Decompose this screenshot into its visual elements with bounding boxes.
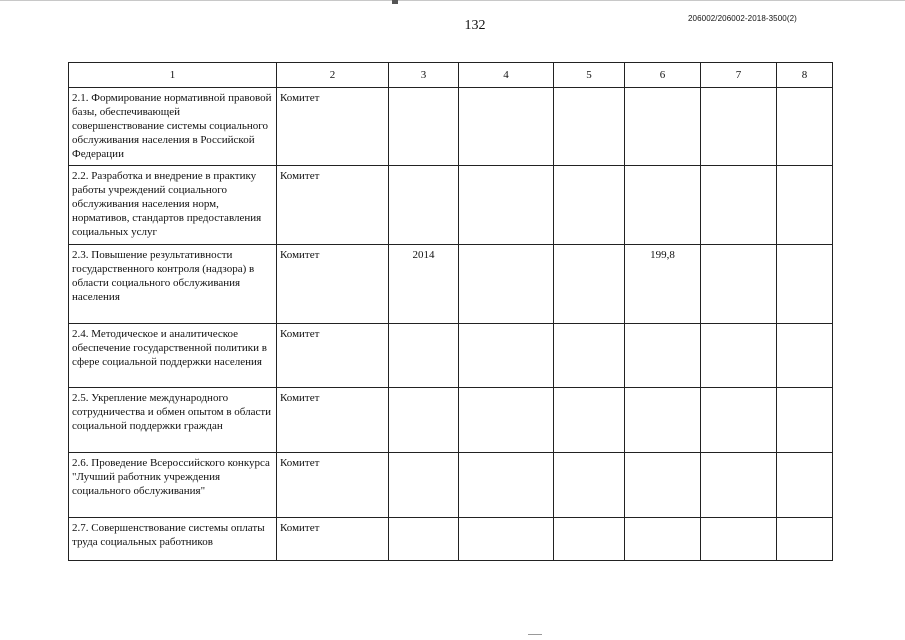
table-row: [69, 518, 833, 561]
table-cell: [554, 518, 625, 561]
table-cell: [554, 245, 625, 324]
table-cell: [554, 88, 625, 166]
activity-cell: 2.2. Разработка и внедрение в практику работы учреждений социального обслуживания населения норм, нормативов, стандартов предоставления социальных услуг: [69, 166, 277, 245]
activity-cell: 2.1. Формирование нормативной правовой базы, обеспечивающей совершенствование системы социального обслуживания населения в Российской Федерации: [69, 88, 277, 166]
column-header: 3: [389, 63, 459, 88]
table-cell: [389, 453, 459, 518]
table-cell: [777, 324, 833, 388]
table-row: [69, 388, 833, 453]
table-cell: [554, 388, 625, 453]
document-id: 206002/206002-2018-3500(2): [688, 14, 797, 23]
executor-cell: Комитет: [277, 245, 389, 324]
year-cell: 2014: [389, 245, 459, 324]
scan-artifact: [392, 0, 398, 4]
program-table: [68, 62, 833, 561]
activity-cell: 2.7. Совершенствование системы оплаты труда социальных работников: [69, 518, 277, 561]
executor-cell: Комитет: [277, 518, 389, 561]
activity-cell: 2.3. Повышение результативности государственного контроля (надзора) в области социального обслуживания населения: [69, 245, 277, 324]
table-row: [69, 245, 833, 324]
executor-cell: Комитет: [277, 324, 389, 388]
table-cell: [554, 324, 625, 388]
table-cell: [777, 453, 833, 518]
column-header: 6: [625, 63, 701, 88]
table-cell: [701, 324, 777, 388]
table-cell: [625, 88, 701, 166]
table-cell: [459, 518, 554, 561]
table-cell: [459, 166, 554, 245]
table-cell: [459, 88, 554, 166]
table-cell: [459, 453, 554, 518]
table-row: [69, 88, 833, 166]
table-cell: [389, 518, 459, 561]
table-cell: [777, 245, 833, 324]
table-cell: [625, 388, 701, 453]
column-header: 5: [554, 63, 625, 88]
table-cell: [389, 88, 459, 166]
table-cell: [701, 166, 777, 245]
column-header: 2: [277, 63, 389, 88]
executor-cell: Комитет: [277, 453, 389, 518]
table-cell: [701, 453, 777, 518]
executor-cell: Комитет: [277, 388, 389, 453]
table-cell: [777, 166, 833, 245]
column-header: 7: [701, 63, 777, 88]
activity-cell: 2.5. Укрепление международного сотрудничества и обмен опытом в области социальной поддержки граждан: [69, 388, 277, 453]
column-header: 8: [777, 63, 833, 88]
table-cell: [625, 324, 701, 388]
table-cell: [459, 245, 554, 324]
executor-cell: Комитет: [277, 88, 389, 166]
table-cell: [777, 88, 833, 166]
table-cell: [389, 324, 459, 388]
activity-cell: 2.4. Методическое и аналитическое обеспечение государственной политики в сфере социальной поддержки населения: [69, 324, 277, 388]
scan-top-edge: [0, 0, 905, 1]
activity-cell: 2.6. Проведение Всероссийского конкурса "Лучший работник учреждения социального обслуживания": [69, 453, 277, 518]
executor-cell: Комитет: [277, 166, 389, 245]
table-cell: [625, 518, 701, 561]
table-cell: [554, 166, 625, 245]
table-cell: [389, 388, 459, 453]
table-row: [69, 453, 833, 518]
table-row: [69, 324, 833, 388]
table-cell: [459, 388, 554, 453]
page-number: 132: [464, 18, 486, 33]
table-cell: [459, 324, 554, 388]
amount-cell: 199,8: [625, 245, 701, 324]
table-cell: [625, 166, 701, 245]
table-cell: [389, 166, 459, 245]
table-cell: [701, 88, 777, 166]
table-cell: [701, 245, 777, 324]
table-cell: [701, 518, 777, 561]
table-cell: [777, 518, 833, 561]
column-header: 1: [69, 63, 277, 88]
scan-artifact: [528, 634, 542, 635]
table-cell: [554, 453, 625, 518]
table-row: [69, 166, 833, 245]
table-cell: [701, 388, 777, 453]
column-header: 4: [459, 63, 554, 88]
table-cell: [777, 388, 833, 453]
table-header-row: [69, 63, 833, 88]
table-cell: [625, 453, 701, 518]
